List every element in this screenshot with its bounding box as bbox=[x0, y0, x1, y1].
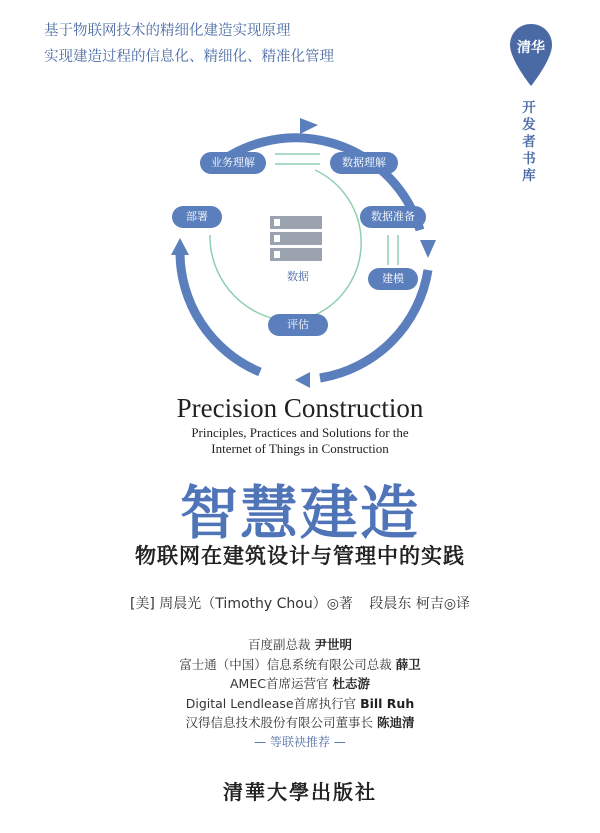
node-data-preparation: 数据准备 bbox=[360, 206, 426, 228]
outer-arrowhead-top bbox=[300, 118, 318, 134]
english-title: Precision Construction bbox=[176, 393, 424, 423]
recommender-name: 尹世明 bbox=[314, 637, 353, 652]
outer-arrowhead-left bbox=[171, 238, 189, 255]
tagline bbox=[44, 18, 334, 70]
series-logo-text: 清华 bbox=[517, 40, 545, 56]
chinese-subtitle: 物联网在建筑设计与管理中的实践 bbox=[135, 544, 465, 568]
list-item bbox=[0, 674, 600, 694]
list-item bbox=[0, 635, 600, 655]
database-icon bbox=[270, 216, 322, 261]
english-subtitle-line-2: Internet of Things in Construction bbox=[211, 441, 389, 456]
inner-cycle-arrow-left bbox=[210, 235, 280, 320]
node-modeling: 建模 bbox=[368, 268, 418, 290]
english-subtitle-line-1: Principles, Practices and Solutions for the bbox=[191, 425, 409, 440]
recommender-name: 陈迪清 bbox=[377, 715, 415, 730]
recommender-name: 薛卫 bbox=[395, 656, 421, 672]
author: [美] 周晨光（Timothy Chou）◎著 bbox=[129, 596, 353, 612]
list-item bbox=[0, 655, 600, 675]
recommender-role: AMEC首席运营官 bbox=[230, 676, 329, 691]
series-logo-icon bbox=[508, 22, 554, 88]
publisher-logo: 清華大學出版社 bbox=[223, 780, 377, 804]
database-label: 数据 bbox=[287, 270, 309, 283]
chinese-title: 智慧建造 bbox=[179, 479, 420, 547]
series-badge bbox=[508, 22, 554, 92]
outer-arrowhead-right bbox=[420, 240, 436, 258]
english-subtitle bbox=[0, 425, 600, 457]
recommender-name: Bill Ruh bbox=[360, 695, 415, 711]
node-data-understanding: 数据理解 bbox=[330, 152, 398, 174]
tagline-line-1: 基于物联网技术的精细化建造实现原理 bbox=[44, 23, 291, 39]
recommend-note: — 等联袂推荐 — bbox=[254, 735, 346, 749]
list-item bbox=[0, 694, 600, 714]
recommender-role: 富士通（中国）信息系统有限公司总裁 bbox=[179, 656, 392, 672]
cycle-arrows bbox=[150, 110, 450, 400]
outer-arrowhead-bottom bbox=[295, 372, 310, 388]
series-name: 开发者书库 bbox=[522, 100, 536, 184]
translators: 段晨东 柯吉◎译 bbox=[369, 596, 471, 612]
recommender-name: 杜志游 bbox=[332, 676, 370, 691]
tagline-line-2: 实现建造过程的信息化、精细化、精准化管理 bbox=[44, 49, 334, 65]
node-evaluation: 评估 bbox=[268, 314, 328, 336]
recommender-role: 百度副总裁 bbox=[247, 637, 311, 652]
authors-line bbox=[0, 593, 600, 613]
list-item bbox=[0, 713, 600, 733]
node-deployment: 部署 bbox=[172, 206, 222, 228]
recommender-list bbox=[0, 635, 600, 733]
outer-cycle-arrow-left bbox=[180, 250, 260, 372]
recommender-role: 汉得信息技术股份有限公司董事长 bbox=[185, 715, 373, 730]
process-cycle-diagram bbox=[150, 110, 450, 400]
node-business-understanding: 业务理解 bbox=[200, 152, 266, 174]
recommender-role: Digital Lendlease首席执行官 bbox=[185, 695, 357, 711]
